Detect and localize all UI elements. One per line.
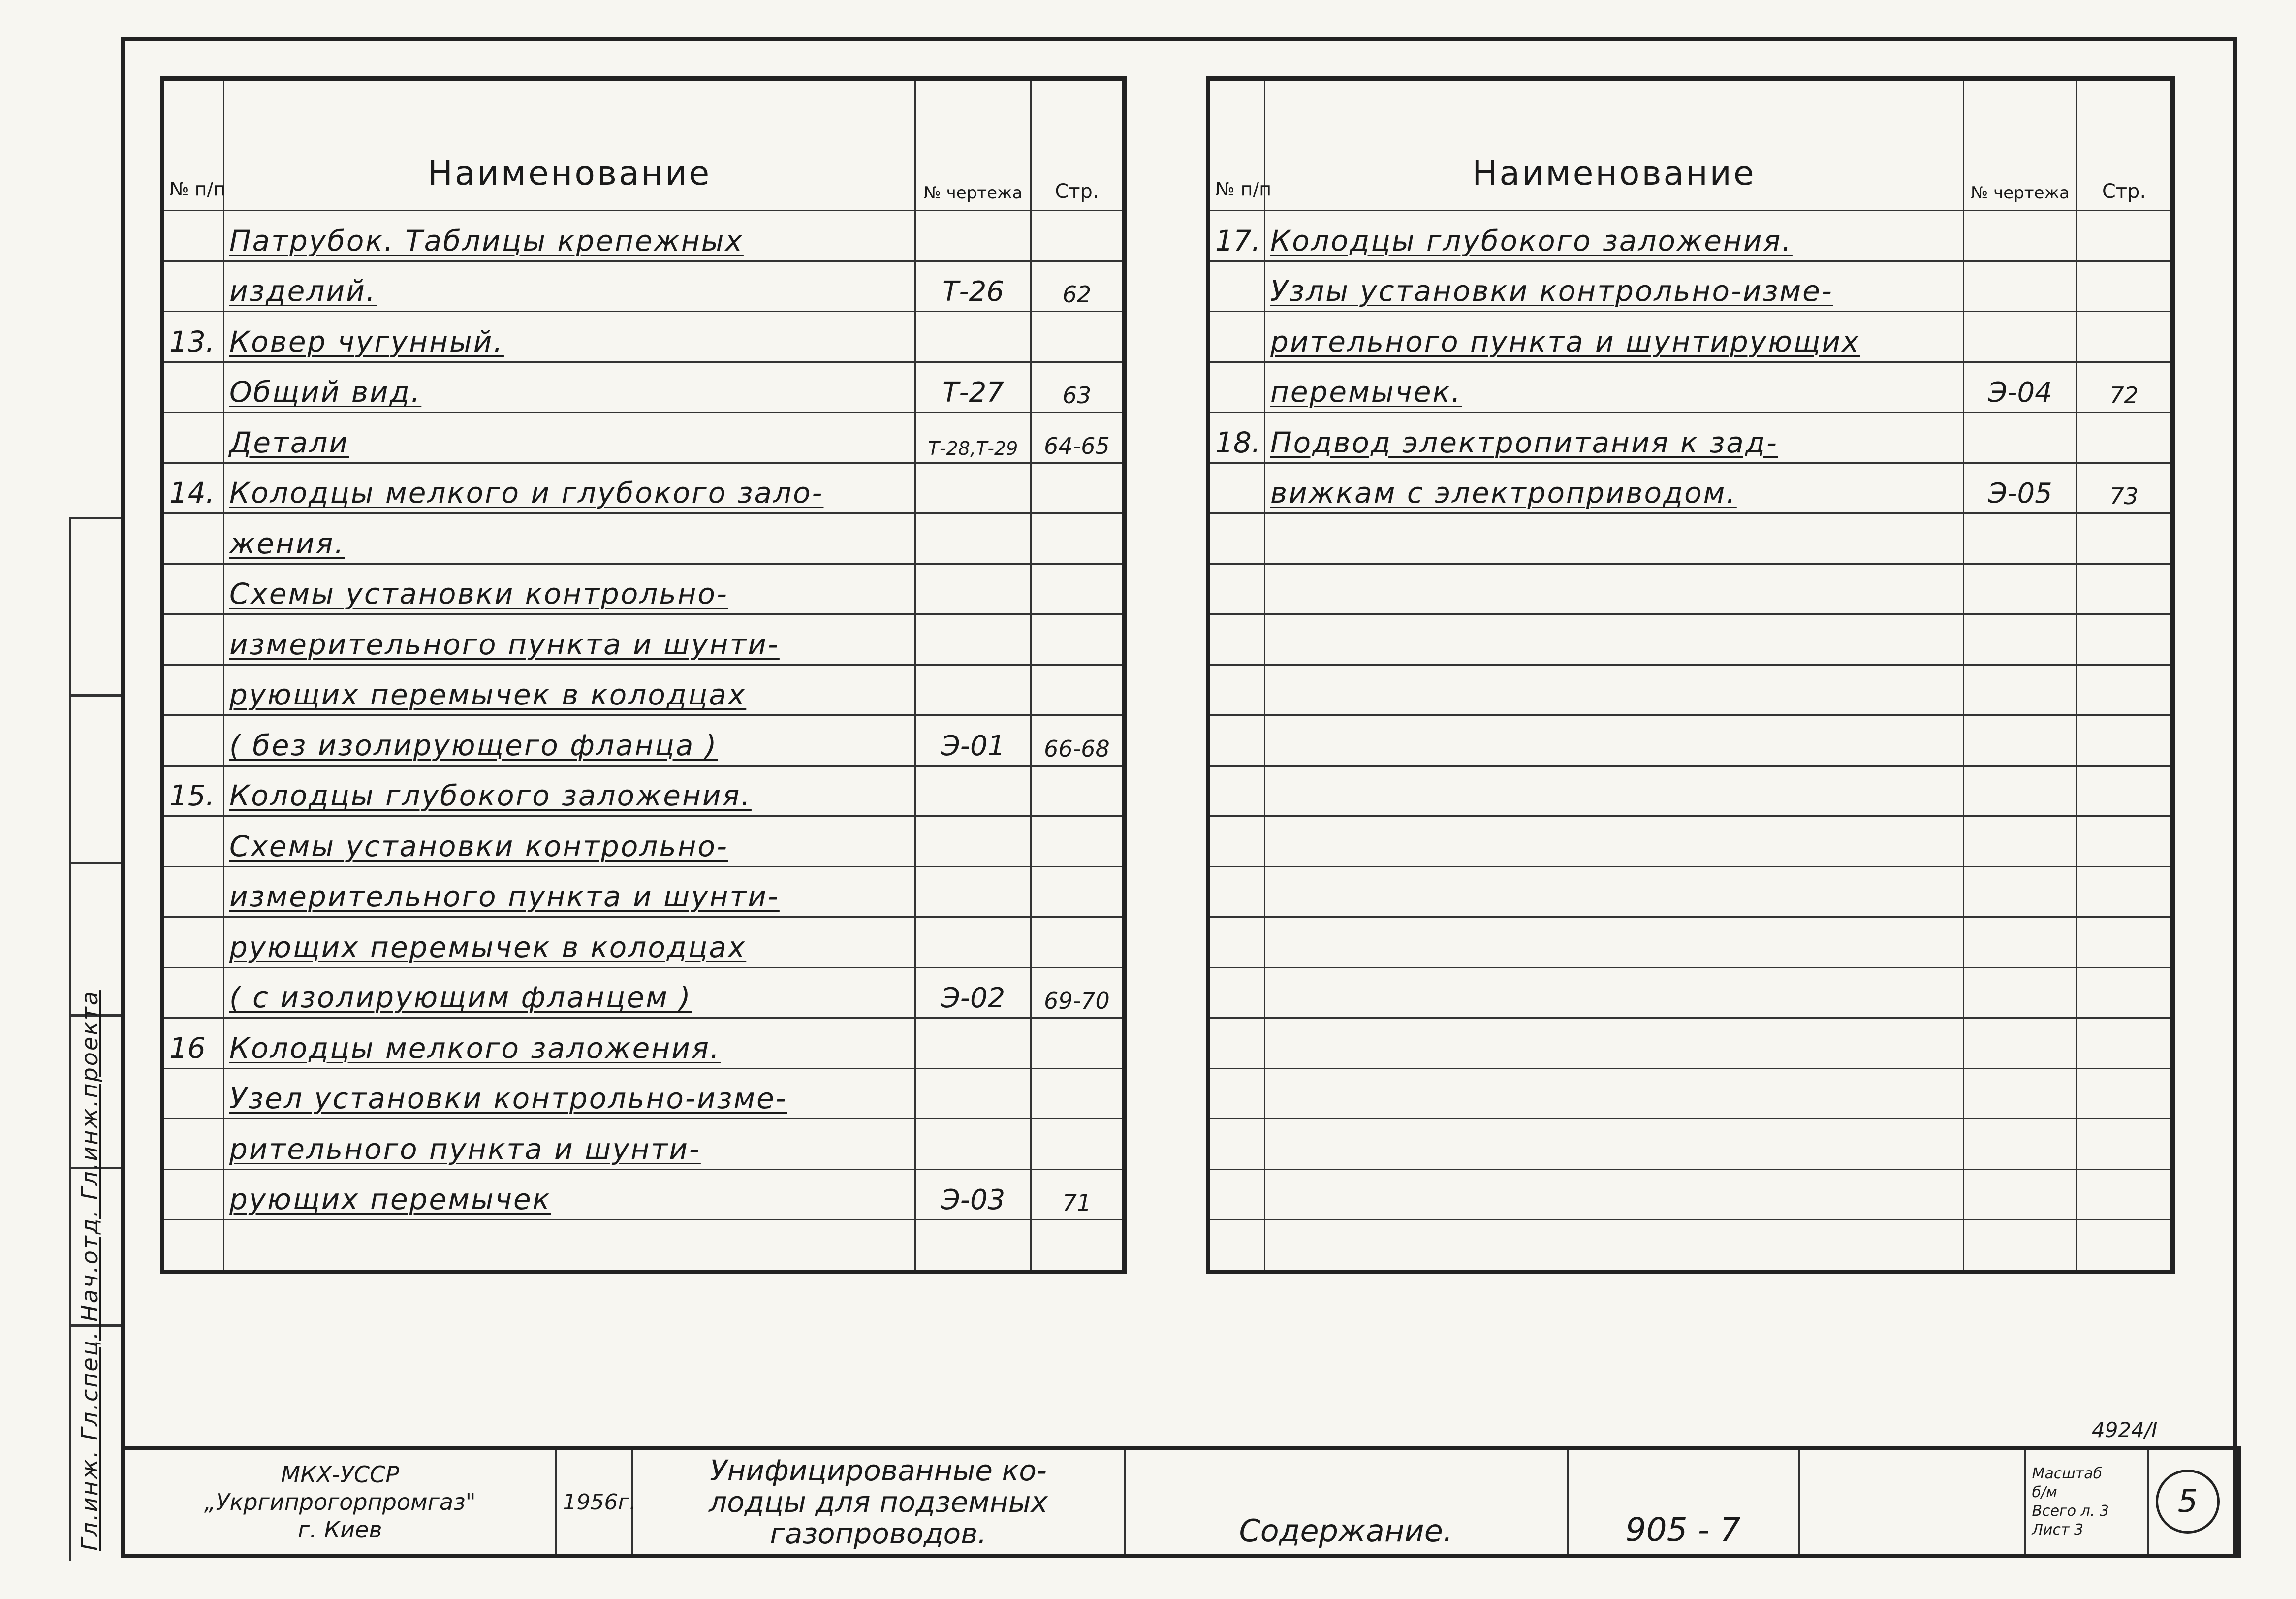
item-number [162,715,224,766]
page-number [1031,312,1125,362]
contents-table-right [1206,76,2175,1274]
table-row [1208,866,2173,917]
drawing-number: Э-02 [915,967,1031,1018]
item-title [1265,261,1964,312]
item-title [1265,1220,1964,1272]
drawing-number [915,1018,1031,1069]
drawing-number [1964,1119,2077,1170]
drawing-number [915,766,1031,816]
table-row [1208,1018,2173,1069]
page-number: 71 [1031,1169,1125,1220]
item-number [162,513,224,564]
page-number [2077,413,2173,463]
item-number [162,413,224,463]
item-title-text: ( без изолирующего фланца ) [229,728,718,762]
drawing-number [915,816,1031,867]
header-num: № п/п [1208,79,1265,211]
item-number [162,816,224,867]
item-number [1208,1068,1265,1119]
project-title-cell [632,1448,1125,1556]
page-number [1031,463,1125,513]
item-title [224,211,915,261]
drawing-number [1964,211,2077,261]
item-number [162,1169,224,1220]
item-title [224,1119,915,1170]
table-row [1208,917,2173,968]
table-row [162,362,1125,413]
organization-line-3: г. Киев [298,1516,382,1543]
total-sheets-label: Всего л. 3 [2032,1503,2109,1520]
item-title [224,513,915,564]
item-title [1265,1018,1964,1069]
item-number [1208,261,1265,312]
table-row [1208,1119,2173,1170]
item-number [162,362,224,413]
page-number [1031,917,1125,968]
page-number: 72 [2077,362,2173,413]
table-row [162,917,1125,968]
drawing-number [1964,1169,2077,1220]
table-row [1208,261,2173,312]
item-title-text: рующих перемычек в колодцах [229,930,747,964]
scale-label: Масштаб [2032,1465,2103,1482]
table-row [162,665,1125,715]
page-number: 66-68 [1031,715,1125,766]
item-title-text: рующих перемычек [229,1183,551,1216]
scale-value: б/м [2032,1484,2057,1501]
item-number [1208,715,1265,766]
drawing-number: Э-05 [1964,463,2077,513]
item-title [1265,1169,1964,1220]
item-title-text: Общий вид. [229,375,422,409]
side-signature-text: Гл.инж. Гл.спец. Нач.отд. Гл.инж.проекта [76,990,103,1551]
year-cell: 1956г. [556,1448,632,1556]
item-title-text: измерительного пункта и шунти- [229,880,780,913]
item-title-text: Схемы установки контрольно- [229,577,728,610]
side-tick [71,862,121,864]
item-title [1265,715,1964,766]
item-number [162,917,224,968]
item-title-text: рующих перемычек в колодцах [229,678,747,711]
page-number [2077,312,2173,362]
page-number [1031,513,1125,564]
sheet-number-badge: 5 [2156,1470,2220,1534]
item-number: 15. [162,766,224,816]
drawing-number [915,866,1031,917]
table-row [1208,463,2173,513]
table-row [162,211,1125,261]
item-title [1265,1068,1964,1119]
table-row [1208,715,2173,766]
page-number [2077,513,2173,564]
item-title-text: жения. [229,526,345,560]
project-title-line-1: Унифицированные ко- [710,1454,1047,1487]
table-row [162,513,1125,564]
item-number [1208,1018,1265,1069]
page-number [1031,1068,1125,1119]
drawing-number [915,1119,1031,1170]
item-title-text: изделий. [229,274,377,308]
item-title-text: рительного пункта и шунти- [229,1132,701,1166]
table-row [1208,816,2173,867]
table-row [162,564,1125,614]
item-title [1265,513,1964,564]
table-row [162,1169,1125,1220]
item-number [162,1119,224,1170]
item-title [1265,1119,1964,1170]
table-row [162,1018,1125,1069]
item-number [1208,816,1265,867]
drawing-number [915,665,1031,715]
table-row [1208,513,2173,564]
table-row [162,1119,1125,1170]
page-number [2077,261,2173,312]
table-row [1208,312,2173,362]
drawing-number [1964,1068,2077,1119]
item-number [1208,1220,1265,1272]
table-row [162,463,1125,513]
drawing-number [1964,614,2077,665]
drawing-number [1964,513,2077,564]
item-number [1208,1169,1265,1220]
page-number: 73 [2077,463,2173,513]
drawing-number: Т-26 [915,261,1031,312]
item-title [224,665,915,715]
table-row [1208,766,2173,816]
page-number [2077,665,2173,715]
page-number [2077,715,2173,766]
page-number [2077,1018,2173,1069]
table-row [162,816,1125,867]
header-name: Наименование [1265,79,1964,211]
organization-line-2: „Укргипрогорпромгаз" [204,1489,476,1515]
item-number [162,967,224,1018]
item-number [162,211,224,261]
item-number [1208,665,1265,715]
table-row [162,766,1125,816]
drawing-number [1964,665,2077,715]
page-number [2077,1169,2173,1220]
table-row [162,1220,1125,1272]
drawing-number [915,564,1031,614]
item-number: 18. [1208,413,1265,463]
header-page: Стр. [2077,79,2173,211]
item-title [1265,766,1964,816]
drawing-number [1964,766,2077,816]
drawing-code: 4924/I [2092,1418,2158,1442]
item-title-text: Колодцы глубокого заложения. [1270,224,1793,257]
item-title-text: рительного пункта и шунтирующих [1270,324,1860,358]
item-title [224,564,915,614]
drawing-number [915,463,1031,513]
item-title [224,715,915,766]
drawing-number [1964,413,2077,463]
item-number: 16 [162,1018,224,1069]
table-row [162,715,1125,766]
item-number [1208,1119,1265,1170]
drawing-number [1964,1220,2077,1272]
item-number [1208,766,1265,816]
table-row [1208,614,2173,665]
table-row [1208,1169,2173,1220]
contents-table-left [160,76,1127,1274]
side-tick [71,694,121,697]
title-block [121,1446,2241,1558]
item-title-text: ( с изолирующим фланцем ) [229,981,692,1014]
page-number [1031,564,1125,614]
drawing-number: Т-28,Т-29 [915,413,1031,463]
table-row [162,1068,1125,1119]
table-row [162,312,1125,362]
drawing-number: Э-04 [1964,362,2077,413]
item-title [1265,564,1964,614]
drawing-number [915,312,1031,362]
item-title-text: Узлы установки контрольно-изме- [1270,274,1833,308]
item-title-text: Патрубок. Таблицы крепежных [229,224,744,257]
item-title [224,766,915,816]
page-number [2077,211,2173,261]
item-title [1265,917,1964,968]
series-cell: 905 - 7 [1568,1448,1799,1556]
header-row [1208,79,2173,211]
page-number [1031,1119,1125,1170]
item-title-text: Колодцы глубокого заложения. [229,779,752,812]
project-title-line-2: лодцы для подземных [709,1485,1048,1519]
table-row [1208,967,2173,1018]
drawing-number [1964,564,2077,614]
drawing-number [1964,816,2077,867]
item-title [224,312,915,362]
page-number [1031,816,1125,867]
item-number [162,1220,224,1272]
contents-body-left [162,211,1125,1272]
table-row [162,261,1125,312]
header-name: Наименование [224,79,915,211]
header-drawing: № чертежа [915,79,1031,211]
item-number [162,614,224,665]
page-number [1031,665,1125,715]
item-title [224,1169,915,1220]
item-title [1265,211,1964,261]
page-number [1031,614,1125,665]
drawing-number [915,513,1031,564]
page-number [2077,917,2173,968]
page-number [2077,1068,2173,1119]
item-title [1265,665,1964,715]
page-number: 64-65 [1031,413,1125,463]
item-title-text: Подвод электропитания к зад- [1270,425,1778,459]
table-row [1208,211,2173,261]
item-title [1265,614,1964,665]
item-number [1208,917,1265,968]
project-title-line-3: газопроводов. [770,1517,987,1550]
drawing-number [1964,261,2077,312]
table-row [1208,413,2173,463]
item-title-text: перемычек. [1270,375,1462,409]
table-row [162,967,1125,1018]
page-number [2077,816,2173,867]
page-number [2077,614,2173,665]
table-row [1208,564,2173,614]
item-title [1265,463,1964,513]
page-number: 69-70 [1031,967,1125,1018]
item-title [1265,312,1964,362]
item-number [1208,866,1265,917]
item-number [162,261,224,312]
drawing-number: Т-27 [915,362,1031,413]
header-row [162,79,1125,211]
item-number [1208,513,1265,564]
item-number [1208,463,1265,513]
table-row [1208,665,2173,715]
header-num: № п/п [162,79,224,211]
page-number [2077,967,2173,1018]
drawing-number [1964,967,2077,1018]
item-number [162,1068,224,1119]
item-number [1208,362,1265,413]
sheet-content-cell: Содержание. [1125,1448,1568,1556]
item-title-text: Колодцы мелкого заложения. [229,1031,721,1065]
table-row [1208,1068,2173,1119]
organization-line-1: МКХ-УССР [281,1461,399,1488]
item-title-text: Схемы установки контрольно- [229,829,728,863]
page-number: 62 [1031,261,1125,312]
item-title [224,816,915,867]
drawing-number [915,1068,1031,1119]
page-number [1031,766,1125,816]
page-number [1031,1018,1125,1069]
table-row [162,614,1125,665]
page-number [1031,211,1125,261]
table-row [162,413,1125,463]
sheet-label: Лист 3 [2032,1521,2084,1538]
item-title [224,614,915,665]
drawing-number: Э-03 [915,1169,1031,1220]
contents-body-right [1208,211,2173,1272]
item-number: 17. [1208,211,1265,261]
drawing-number [1964,312,2077,362]
item-title-text: вижкам с электроприводом. [1270,476,1737,510]
item-number [1208,614,1265,665]
table-row [1208,1220,2173,1272]
item-title-text: измерительного пункта и шунти- [229,627,780,661]
side-tick [71,517,121,519]
item-title [224,261,915,312]
item-number [162,665,224,715]
item-number: 13. [162,312,224,362]
item-title-text: Колодцы мелкого и глубокого зало- [229,476,824,510]
page-number: 63 [1031,362,1125,413]
page-number [2077,866,2173,917]
item-title [224,917,915,968]
item-title [1265,413,1964,463]
item-number [1208,967,1265,1018]
table-row [162,866,1125,917]
item-number [162,564,224,614]
drawing-number [1964,866,2077,917]
organization-cell [123,1448,556,1556]
item-title [1265,362,1964,413]
item-title [224,1018,915,1069]
item-title [1265,967,1964,1018]
item-title-text: Детали [229,425,349,459]
item-title [1265,866,1964,917]
item-number: 14. [162,463,224,513]
table-row [1208,362,2173,413]
drawing-number: Э-01 [915,715,1031,766]
item-title [224,1220,915,1272]
item-title [224,413,915,463]
scale-sheet-cell [2025,1448,2148,1556]
drawing-number [1964,917,2077,968]
item-title-text: Узел установки контрольно-изме- [229,1082,787,1115]
drawing-number [915,614,1031,665]
header-page: Стр. [1031,79,1125,211]
drawing-number [1964,1018,2077,1069]
drawing-number [915,1220,1031,1272]
item-title [224,463,915,513]
page-number [1031,866,1125,917]
drawing-number [915,211,1031,261]
item-number [1208,312,1265,362]
blank-cell [1799,1448,2025,1556]
item-title [224,866,915,917]
item-title [224,1068,915,1119]
page-number [2077,564,2173,614]
item-title [1265,816,1964,867]
drawing-number [915,917,1031,968]
header-drawing: № чертежа [1964,79,2077,211]
item-number [1208,564,1265,614]
drawing-number [1964,715,2077,766]
item-title [224,362,915,413]
page-number [2077,1119,2173,1170]
item-title [224,967,915,1018]
page-number [2077,766,2173,816]
item-title-text: Ковер чугунный. [229,324,504,358]
page-number [1031,1220,1125,1272]
page-number [2077,1220,2173,1272]
item-number [162,866,224,917]
